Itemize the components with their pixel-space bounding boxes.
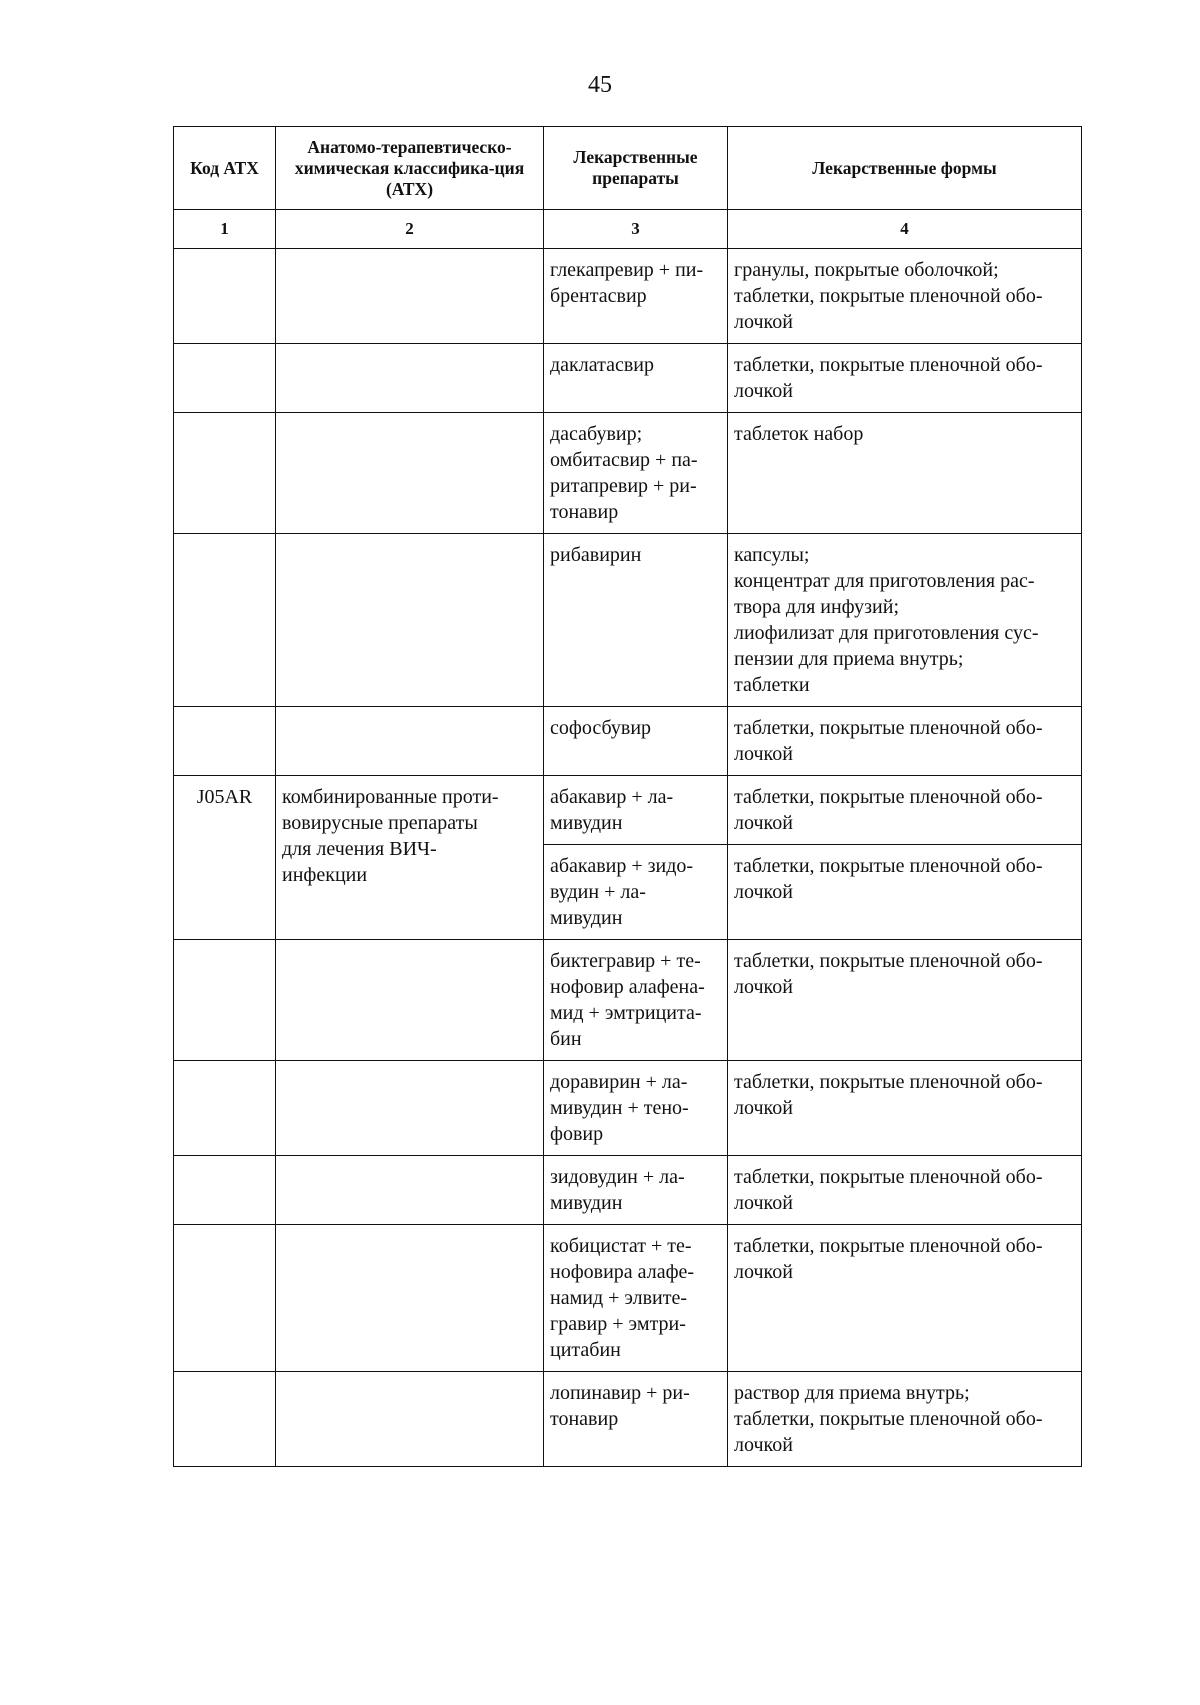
atx-classification-cell (276, 707, 544, 776)
header-row (174, 127, 1082, 210)
drug-line: бин (550, 1028, 582, 1050)
dosage-form-line: лочкой (734, 1434, 793, 1456)
drug-cell (544, 1225, 728, 1372)
drug-cell (544, 1156, 728, 1225)
drug-line: гравир + эмтри- (550, 1313, 686, 1335)
table-row (174, 413, 1082, 534)
drug-line: намид + элвите- (550, 1287, 688, 1309)
dosage-form-line: таблетки, покрытые пленочной обо- (734, 285, 1043, 307)
atx-code-cell (174, 1225, 276, 1372)
atx-code-cell (174, 249, 276, 344)
dosage-form-line: лочкой (734, 743, 793, 765)
dosage-form-line: таблетки, покрытые пленочной обо- (734, 717, 1043, 739)
drug-line: мивудин + тено- (550, 1097, 689, 1119)
atx-classification-cell (276, 940, 544, 1061)
dosage-form-line: таблетки, покрытые пленочной обо- (734, 786, 1043, 808)
drug-line: абакавир + зидо- (550, 855, 694, 877)
drug-line: нофовира алафе- (550, 1261, 695, 1283)
drug-line: вудин + ла- (550, 881, 646, 903)
dosage-form-cell (728, 534, 1082, 707)
page-number: 45 (588, 72, 612, 98)
dosage-form-line: таблетки, покрытые пленочной обо- (734, 1235, 1043, 1257)
drug-line: омбитасвир + па- (550, 449, 698, 471)
drug-line: мивудин (550, 907, 623, 929)
header-atx-code: Код АТХ (174, 127, 276, 210)
atx-classification-cell (276, 413, 544, 534)
classification-line: комбинированные проти- (282, 786, 499, 808)
dosage-form-line: лочкой (734, 380, 793, 402)
drug-cell (544, 940, 728, 1061)
drug-line: биктегравир + те- (550, 950, 701, 972)
dosage-form-cell (728, 1225, 1082, 1372)
dosage-form-line: твора для инфузий; (734, 596, 900, 618)
dosage-form-cell (728, 707, 1082, 776)
drug-line: мивудин (550, 812, 623, 834)
dosage-form-line: таблетки (734, 674, 810, 696)
table-row (174, 940, 1082, 1061)
table-row (174, 1372, 1082, 1467)
dosage-form-cell (728, 413, 1082, 534)
atx-classification-cell (276, 1061, 544, 1156)
atx-classification-cell (276, 344, 544, 413)
dosage-form-cell (728, 344, 1082, 413)
atx-code-cell: J05AR (174, 776, 276, 940)
drug-line: даклатасвир (550, 354, 654, 376)
dosage-form-cell (728, 940, 1082, 1061)
dosage-form-line: лиофилизат для приготовления сус- (734, 622, 1039, 644)
classification-line: для лечения ВИЧ- (282, 838, 437, 860)
column-number: 2 (276, 210, 544, 249)
atx-code-cell (174, 534, 276, 707)
atx-classification-cell (276, 249, 544, 344)
drug-cell (544, 1372, 728, 1467)
header-drugs: Лекарственные препараты (544, 127, 728, 210)
dosage-form-line: лочкой (734, 976, 793, 998)
drug-line: тонавир (550, 501, 619, 523)
drug-line: цитабин (550, 1339, 621, 1361)
table-row (174, 707, 1082, 776)
header-dosage-forms: Лекарственные формы (728, 127, 1082, 210)
table-row (174, 534, 1082, 707)
header-atx-classification: Анатомо-терапевтическо-химическая классифика-ция (АТХ) (276, 127, 544, 210)
dosage-form-cell (728, 1061, 1082, 1156)
dosage-form-line: капсулы; (734, 544, 810, 566)
dosage-form-cell (728, 776, 1082, 845)
classification-line: вовирусные препараты (282, 812, 478, 834)
dosage-form-cell (728, 1372, 1082, 1467)
dosage-form-line: лочкой (734, 881, 793, 903)
drug-line: ритапревир + ри- (550, 475, 697, 497)
atx-code-cell (174, 1061, 276, 1156)
table-row (174, 1061, 1082, 1156)
drug-cell (544, 776, 728, 845)
dosage-form-cell (728, 845, 1082, 940)
atx-code-cell (174, 1156, 276, 1225)
dosage-form-line: лочкой (734, 311, 793, 333)
dosage-form-line: лочкой (734, 812, 793, 834)
atx-code-cell (174, 413, 276, 534)
drug-cell (544, 534, 728, 707)
column-number: 3 (544, 210, 728, 249)
atx-classification-cell (276, 1156, 544, 1225)
table-row (174, 344, 1082, 413)
atx-classification-cell (276, 534, 544, 707)
atx-code-cell (174, 707, 276, 776)
drug-cell (544, 413, 728, 534)
dosage-form-line: таблетки, покрытые пленочной обо- (734, 1408, 1043, 1430)
dosage-form-line: таблетки, покрытые пленочной обо- (734, 950, 1043, 972)
dosage-form-line: таблетки, покрытые пленочной обо- (734, 354, 1043, 376)
drug-cell (544, 707, 728, 776)
drug-cell (544, 344, 728, 413)
dosage-form-line: концентрат для приготовления рас- (734, 570, 1035, 592)
drug-line: мид + эмтрицита- (550, 1002, 702, 1024)
dosage-form-line: раствор для приема внутрь; (734, 1382, 970, 1404)
drug-line: абакавир + ла- (550, 786, 674, 808)
table-row (174, 249, 1082, 344)
drug-line: кобицистат + те- (550, 1235, 692, 1257)
dosage-form-line: гранулы, покрытые оболочкой; (734, 259, 999, 281)
drug-cell (544, 845, 728, 940)
drug-line: фовир (550, 1123, 604, 1145)
dosage-form-line: таблеток набор (734, 423, 864, 445)
table-row (174, 1225, 1082, 1372)
drug-cell (544, 249, 728, 344)
drug-line: дасабувир; (550, 423, 643, 445)
drug-line: нофовир алафена- (550, 976, 705, 998)
dosage-form-cell (728, 249, 1082, 344)
drug-line: брентасвир (550, 285, 647, 307)
drug-line: рибавирин (550, 544, 642, 566)
drug-line: лопинавир + ри- (550, 1382, 690, 1404)
column-number: 4 (728, 210, 1082, 249)
dosage-form-line: лочкой (734, 1261, 793, 1283)
dosage-form-line: таблетки, покрытые пленочной обо- (734, 1071, 1043, 1093)
dosage-form-line: пензии для приема внутрь; (734, 648, 964, 670)
drug-line: глекапревир + пи- (550, 259, 704, 281)
dosage-form-line: лочкой (734, 1097, 793, 1119)
drug-line: мивудин (550, 1192, 623, 1214)
classification-line: инфекции (282, 864, 368, 886)
drug-cell (544, 1061, 728, 1156)
atx-classification-cell (276, 1372, 544, 1467)
table-row (174, 1156, 1082, 1225)
column-number: 1 (174, 210, 276, 249)
column-number-row (174, 210, 1082, 249)
atx-code-cell (174, 940, 276, 1061)
drug-line: софосбувир (550, 717, 652, 739)
drug-line: зидовудин + ла- (550, 1166, 685, 1188)
dosage-form-line: лочкой (734, 1192, 793, 1214)
table-row (174, 776, 1082, 845)
atx-code-cell (174, 344, 276, 413)
atx-drug-table (173, 126, 1082, 1467)
dosage-form-line: таблетки, покрытые пленочной обо- (734, 855, 1043, 877)
atx-code-cell (174, 1372, 276, 1467)
drug-line: доравирин + ла- (550, 1071, 688, 1093)
atx-classification-cell (276, 776, 544, 940)
drug-line: тонавир (550, 1408, 619, 1430)
dosage-form-cell (728, 1156, 1082, 1225)
dosage-form-line: таблетки, покрытые пленочной обо- (734, 1166, 1043, 1188)
atx-classification-cell (276, 1225, 544, 1372)
